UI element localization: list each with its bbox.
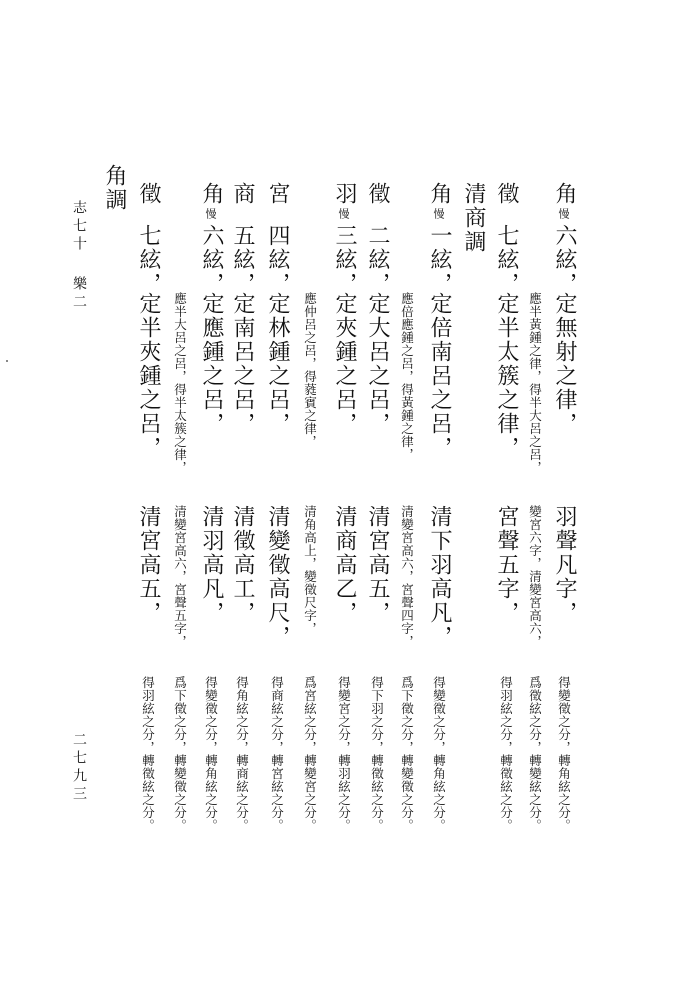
pitch-text: 定無射之律， — [552, 292, 577, 436]
string-label: 七絃， — [494, 224, 519, 296]
sound-text: 清宮高五， — [136, 505, 161, 625]
sound-text: 宮聲五字， — [494, 505, 519, 625]
slow-mark: 慢 — [557, 208, 570, 219]
sound-note: 變宮六字，清變宮高六， — [527, 505, 543, 648]
sound-text: 清變徵高尺， — [265, 505, 290, 649]
note-label: 宮 — [265, 182, 290, 206]
sound-text: 清宮高五， — [365, 505, 390, 625]
result-text: 得商絃之分，轉宮絃之分。 — [269, 676, 285, 832]
note-label: 角 — [427, 182, 452, 206]
mode-heading: 角調 — [102, 164, 127, 212]
note-label: 徵 — [136, 182, 161, 206]
result-text: 爲下徵之分，轉變徵之分。 — [172, 676, 188, 832]
string-label: 六絃， — [552, 224, 577, 296]
section-label: 樂二 — [71, 276, 87, 312]
result-text: 得下羽之分，轉徵絃之分。 — [369, 676, 385, 832]
sound-text: 清下羽高凡， — [427, 505, 452, 649]
slow-mark: 慢 — [432, 208, 445, 219]
pitch-text: 定林鍾之呂， — [265, 292, 290, 436]
result-text: 爲下徵之分，轉變徵之分。 — [399, 676, 415, 832]
sound-text: 清商高乙， — [332, 505, 357, 625]
pitch-text: 定倍南呂之呂， — [427, 292, 452, 460]
pitch-text: 定夾鍾之呂， — [332, 292, 357, 436]
result-text: 得羽絃之分，轉徵絃之分。 — [140, 676, 156, 832]
pitch-note: 應半大呂之呂，得半太簇之律， — [172, 292, 188, 474]
string-label: 六絃， — [199, 224, 224, 296]
pitch-text: 定大呂之呂， — [365, 292, 390, 436]
result-text: 爲宮絃之分，轉變宮之分。 — [302, 676, 318, 832]
sound-note: 清變宮高六，宮聲五字， — [172, 505, 188, 648]
result-text: 得羽絃之分，轉徵絃之分。 — [498, 676, 514, 832]
pitch-text: 定半太簇之律， — [494, 292, 519, 460]
string-label: 四絃， — [265, 224, 290, 296]
sound-text: 羽聲凡字， — [552, 505, 577, 625]
chapter-label: 志七十 — [71, 200, 87, 254]
string-label: 三絃， — [332, 224, 357, 296]
sound-text: 清徵高工， — [230, 505, 255, 625]
pitch-text: 定應鍾之呂， — [199, 292, 224, 436]
result-text: 得變徵之分，轉角絃之分。 — [431, 676, 447, 832]
pitch-note: 應仲呂之呂，得蕤賓之律， — [302, 292, 318, 448]
result-text: 得變徵之分，轉角絃之分。 — [556, 676, 572, 832]
result-text: 得變徵之分，轉角絃之分。 — [203, 676, 219, 832]
note-label: 徵 — [494, 182, 519, 206]
pitch-note: 應半黃鍾之律，得半大呂之呂， — [527, 292, 543, 474]
note-label: 角 — [552, 182, 577, 206]
result-text: 爲徵絃之分，轉變絃之分。 — [527, 676, 543, 832]
mode-heading: 清商調 — [461, 182, 486, 254]
sound-text: 清羽高凡， — [199, 505, 224, 625]
result-text: 得變宮之分，轉羽絃之分。 — [336, 676, 352, 832]
result-text: 得角絃之分，轉商絃之分。 — [234, 676, 250, 832]
page-number: 二七九三 — [71, 732, 87, 804]
sound-note: 清變宮高六，宮聲四字， — [399, 505, 415, 648]
note-label: 羽 — [332, 182, 357, 206]
sound-note: 清角高上，變徵尺字， — [302, 505, 318, 635]
pitch-note: 應倍應鍾之呂，得黃鍾之律， — [399, 292, 415, 461]
pitch-text: 定半夾鍾之呂， — [136, 292, 161, 460]
note-label: 徵 — [365, 182, 390, 206]
pitch-text: 定南呂之呂， — [230, 292, 255, 436]
string-label: 二絃， — [365, 224, 390, 296]
string-label: 五絃， — [230, 224, 255, 296]
slow-mark: 慢 — [337, 208, 350, 219]
scan-speck — [6, 360, 8, 362]
slow-mark: 慢 — [204, 208, 217, 219]
note-label: 角 — [199, 182, 224, 206]
string-label: 一絃， — [427, 224, 452, 296]
note-label: 商 — [230, 182, 255, 206]
string-label: 七絃， — [136, 224, 161, 296]
